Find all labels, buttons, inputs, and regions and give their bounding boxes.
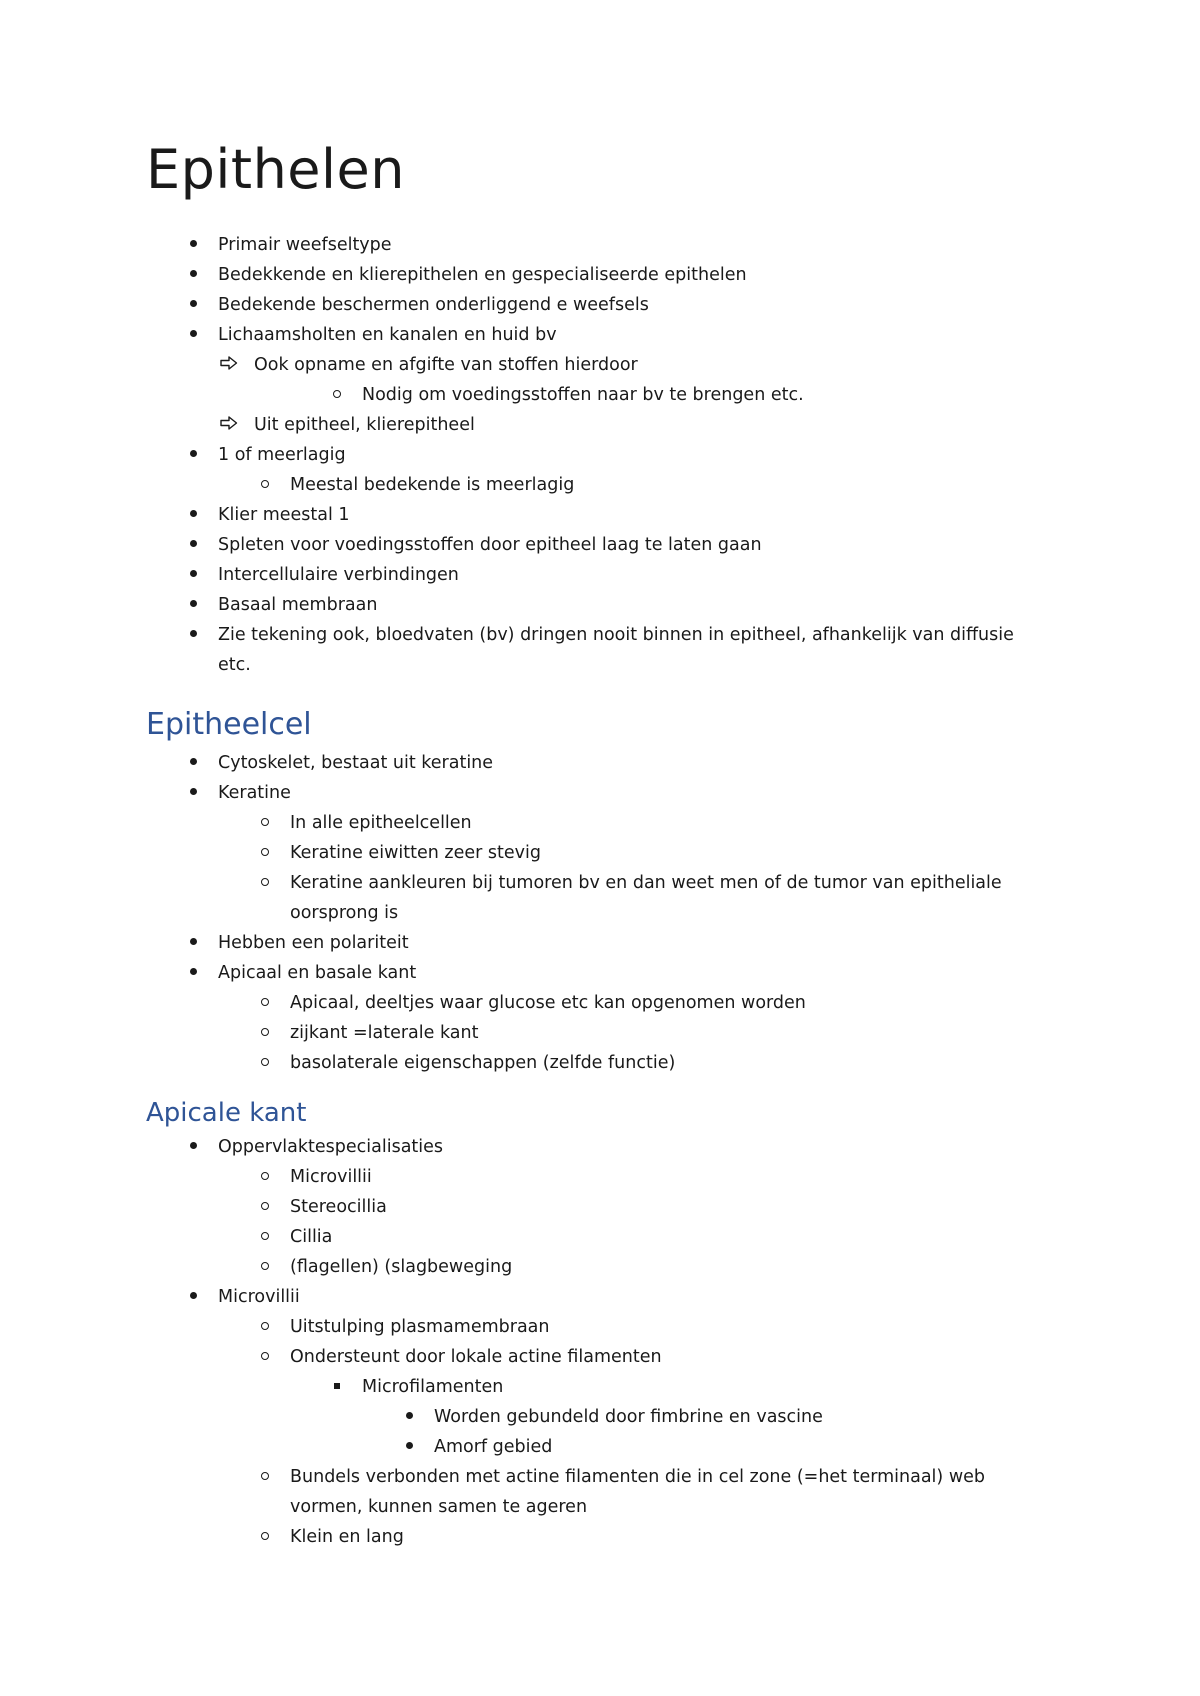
list-item-text: (flagellen) (slagbeweging: [290, 1257, 513, 1277]
list-item-text: Bundels verbonden met actine filamenten die in cel zone (=het terminaal) web vormen, kunnen samen te ageren: [290, 1467, 986, 1517]
list-item-text: Klier meestal 1: [218, 505, 350, 525]
bullet-disc-icon: [178, 230, 208, 260]
bullet-disc-icon: [178, 1282, 208, 1312]
list-item-text: Intercellulaire verbindingen: [218, 565, 459, 585]
list-item-text: Stereocillia: [290, 1197, 387, 1217]
list-item: [146, 1282, 1046, 1312]
list-item: [146, 748, 1046, 778]
bullet-circle-icon: [250, 838, 280, 868]
list-item: [146, 1192, 1046, 1222]
list-item-text: In alle epitheelcellen: [290, 813, 472, 833]
heading-apicale-kant: Apicale kant: [146, 1098, 307, 1128]
list-item: [146, 560, 1046, 590]
list-item: [146, 838, 1046, 868]
list-item-text: Bedekende beschermen onderliggend e weefsels: [218, 295, 649, 315]
list-item: [146, 350, 1046, 380]
list-item-text: Ondersteunt door lokale actine filamenten: [290, 1347, 662, 1367]
bullet-circle-icon: [250, 868, 280, 898]
list-item-text: Microfilamenten: [362, 1377, 504, 1397]
bullet-circle-icon: [250, 1222, 280, 1252]
bullet-circle-icon: [250, 1462, 280, 1492]
bullet-disc-icon: [178, 500, 208, 530]
list-item-text: Ook opname en afgifte van stoffen hierdoor: [254, 355, 638, 375]
bullet-list-epitheelcel: [146, 748, 1046, 1078]
list-item: [146, 620, 1046, 680]
bullet-circle-icon: [250, 808, 280, 838]
bullet-circle-icon: [250, 1192, 280, 1222]
list-item-text: Zie tekening ook, bloedvaten (bv) dringen nooit binnen in epitheel, afhankelijk van diffusie etc.: [218, 625, 1014, 675]
list-item: [146, 410, 1046, 440]
list-item: [146, 868, 1046, 928]
list-item: [146, 320, 1046, 350]
arrow-right-icon: [214, 350, 244, 380]
bullet-disc-icon: [178, 748, 208, 778]
list-item-text: Nodig om voedingsstoffen naar bv te brengen etc.: [362, 385, 804, 405]
list-item: [146, 958, 1046, 988]
list-item: [146, 590, 1046, 620]
list-item-text: Cillia: [290, 1227, 333, 1247]
list-item: [146, 778, 1046, 808]
list-item: [146, 440, 1046, 470]
bullet-list-epithelen: [146, 230, 1046, 680]
list-item: [146, 1018, 1046, 1048]
bullet-disc-icon: [178, 290, 208, 320]
list-item-text: Meestal bedekende is meerlagig: [290, 475, 575, 495]
bullet-circle-icon: [250, 1018, 280, 1048]
list-item: [146, 1432, 1046, 1462]
bullet-circle-icon: [250, 470, 280, 500]
list-item-text: Keratine: [218, 783, 291, 803]
list-item-text: Amorf gebied: [434, 1437, 553, 1457]
list-item-text: Primair weefseltype: [218, 235, 392, 255]
list-item: [146, 1312, 1046, 1342]
bullet-disc-icon: [178, 440, 208, 470]
list-item-text: Keratine eiwitten zeer stevig: [290, 843, 541, 863]
bullet-disc-icon: [178, 320, 208, 350]
list-item: [146, 1252, 1046, 1282]
heading-epitheelcel: Epitheelcel: [146, 707, 312, 742]
bullet-disc-icon: [178, 560, 208, 590]
list-item: [146, 1048, 1046, 1078]
list-item: [146, 1402, 1046, 1432]
bullet-square-icon: [322, 1372, 352, 1402]
bullet-disc-icon: [178, 928, 208, 958]
list-item-text: Worden gebundeld door fimbrine en vascine: [434, 1407, 823, 1427]
arrow-right-icon: [214, 410, 244, 440]
bullet-circle-icon: [250, 1342, 280, 1372]
bullet-disc-icon: [178, 260, 208, 290]
bullet-circle-icon: [250, 1312, 280, 1342]
list-item: [146, 988, 1046, 1018]
list-item: [146, 1132, 1046, 1162]
list-item: [146, 530, 1046, 560]
list-item: [146, 500, 1046, 530]
bullet-disc-icon: [178, 590, 208, 620]
bullet-circle-icon: [250, 1162, 280, 1192]
list-item-text: Basaal membraan: [218, 595, 378, 615]
list-item: [146, 1162, 1046, 1192]
list-item-text: Lichaamsholten en kanalen en huid bv: [218, 325, 557, 345]
list-item: [146, 470, 1046, 500]
list-item: [146, 230, 1046, 260]
list-item-text: Hebben een polariteit: [218, 933, 409, 953]
list-item-text: basolaterale eigenschappen (zelfde functie): [290, 1053, 676, 1073]
document-title: Epithelen: [146, 138, 405, 201]
bullet-disc-icon: [178, 530, 208, 560]
bullet-circle-icon: [322, 380, 352, 410]
bullet-circle-icon: [250, 1522, 280, 1552]
list-item: [146, 1462, 1046, 1522]
bullet-disc-icon: [178, 778, 208, 808]
list-item: [146, 808, 1046, 838]
list-item: [146, 928, 1046, 958]
list-item-text: 1 of meerlagig: [218, 445, 346, 465]
bullet-disc-icon: [394, 1432, 424, 1462]
list-item-text: Microvillii: [218, 1287, 300, 1307]
bullet-circle-icon: [250, 1048, 280, 1078]
list-item-text: Cytoskelet, bestaat uit keratine: [218, 753, 494, 773]
bullet-disc-icon: [178, 620, 208, 650]
bullet-disc-icon: [178, 958, 208, 988]
list-item: [146, 260, 1046, 290]
list-item-text: Microvillii: [290, 1167, 372, 1187]
bullet-list-apicale-kant: [146, 1132, 1046, 1552]
list-item-text: Klein en lang: [290, 1527, 404, 1547]
list-item-text: Apicaal, deeltjes waar glucose etc kan opgenomen worden: [290, 993, 806, 1013]
list-item: [146, 1342, 1046, 1372]
list-item-text: Bedekkende en klierepithelen en gespecialiseerde epithelen: [218, 265, 747, 285]
bullet-disc-icon: [394, 1402, 424, 1432]
document-page: [146, 138, 1046, 1552]
list-item: [146, 1222, 1046, 1252]
bullet-circle-icon: [250, 988, 280, 1018]
list-item-text: zijkant =laterale kant: [290, 1023, 479, 1043]
list-item-text: Keratine aankleuren bij tumoren bv en dan weet men of de tumor van epitheliale oorsprong is: [290, 873, 1002, 923]
bullet-disc-icon: [178, 1132, 208, 1162]
list-item: [146, 1522, 1046, 1552]
list-item: [146, 1372, 1046, 1402]
bullet-circle-icon: [250, 1252, 280, 1282]
list-item-text: Spleten voor voedingsstoffen door epitheel laag te laten gaan: [218, 535, 762, 555]
list-item-text: Uitstulping plasmamembraan: [290, 1317, 550, 1337]
list-item: [146, 290, 1046, 320]
list-item-text: Apicaal en basale kant: [218, 963, 417, 983]
list-item-text: Oppervlaktespecialisaties: [218, 1137, 444, 1157]
list-item: [146, 380, 1046, 410]
list-item-text: Uit epitheel, klierepitheel: [254, 415, 475, 435]
